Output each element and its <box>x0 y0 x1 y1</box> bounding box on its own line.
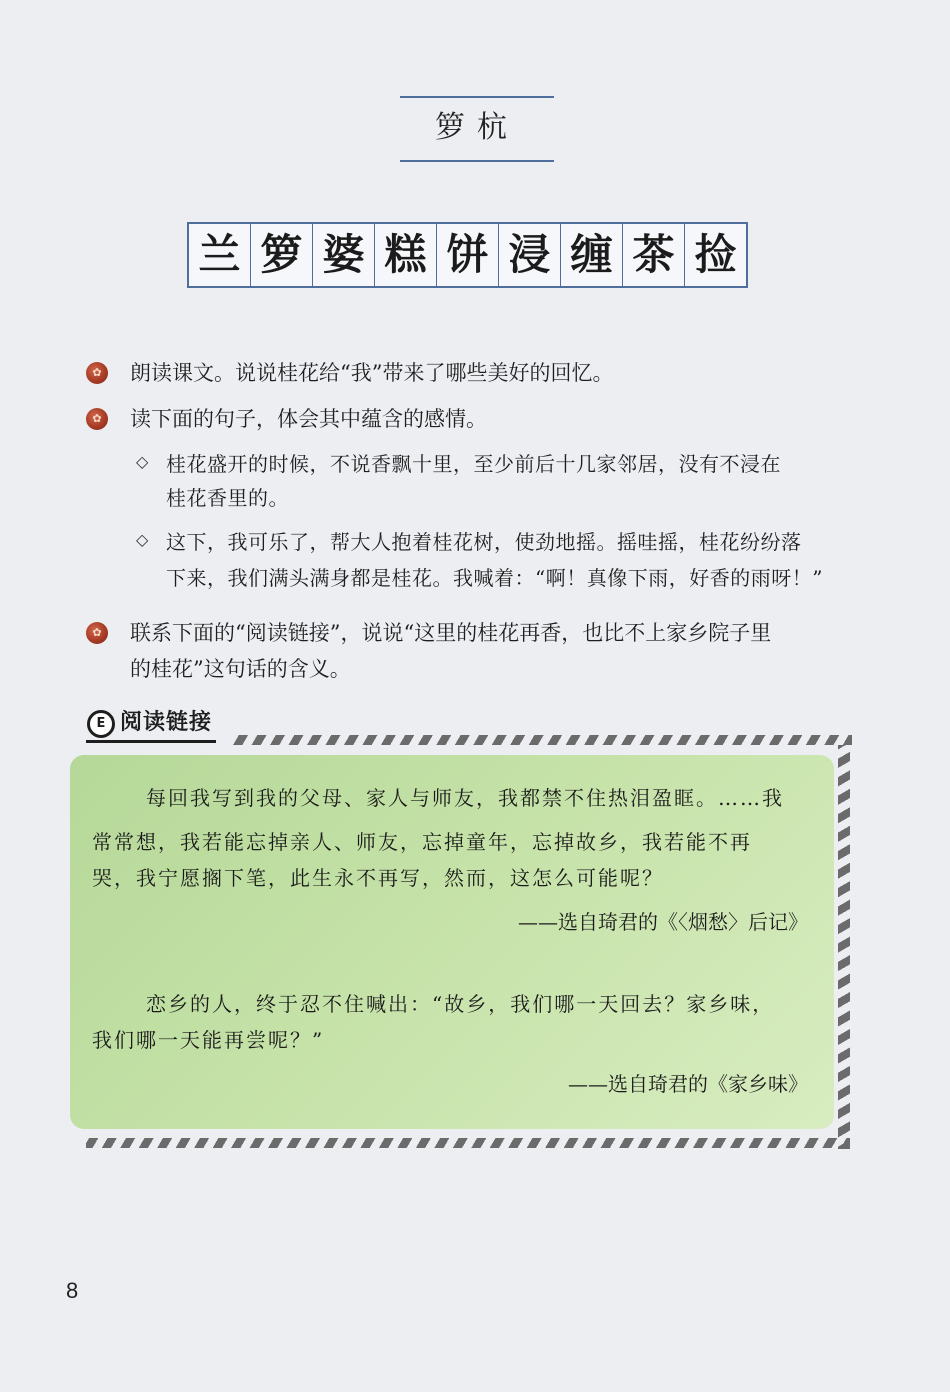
question-seal-icon: ✿ <box>86 408 108 430</box>
sentence-2-line-1: 这下，我可乐了，帮大人抱着桂花树，使劲地摇。摇哇摇，桂花纷纷落 <box>166 530 802 554</box>
header-bottom-rule <box>400 160 554 162</box>
question-2-text: 读下面的句子，体会其中蕴含的感情。 <box>130 407 487 431</box>
reading-link-underline <box>86 740 216 743</box>
dashed-border-top <box>232 735 852 745</box>
character-cell: 饼 <box>437 224 499 286</box>
sentence-1-line-1: 桂花盛开的时候，不说香飘十里，至少前后十几家邻居，没有不浸在 <box>166 452 781 476</box>
diamond-bullet-icon: ◇ <box>136 530 149 549</box>
passage-1-line-3: 哭，我宁愿搁下笔，此生永不再写，然而，这怎么可能呢？ <box>92 866 664 890</box>
character-grid <box>187 222 748 288</box>
passage-1-line-2: 常常想，我若能忘掉亲人、师友，忘掉童年，忘掉故乡，我若能不再 <box>92 830 752 854</box>
question-seal-icon: ✿ <box>86 622 108 644</box>
header-top-rule <box>400 96 554 98</box>
diamond-bullet-icon: ◇ <box>136 452 149 471</box>
sentence-2-line-2: 下来，我们满头满身都是桂花。我喊着：“啊！真像下雨，好香的雨呀！” <box>166 566 823 590</box>
character-cell: 缠 <box>561 224 623 286</box>
sentence-1-line-2: 桂花香里的。 <box>166 486 289 510</box>
reading-link-title: 阅读链接 <box>120 710 213 735</box>
passage-1-source: ——选自琦君的《〈烟愁〉后记》 <box>518 910 808 934</box>
passage-1-line-1: 每回我写到我的父母、家人与师友，我都禁不住热泪盈眶。……我 <box>146 786 784 810</box>
question-1-text: 朗读课文。说说桂花给“我”带来了哪些美好的回忆。 <box>130 361 614 385</box>
question-3-line-1: 联系下面的“阅读链接”，说说“这里的桂花再香，也比不上家乡院子里 <box>130 621 772 645</box>
question-seal-icon: ✿ <box>86 362 108 384</box>
character-cell: 浸 <box>499 224 561 286</box>
character-cell: 糕 <box>375 224 437 286</box>
reading-link-icon: E <box>87 710 115 738</box>
character-cell: 茶 <box>623 224 685 286</box>
header-word: 箩杭 <box>435 110 519 145</box>
dashed-border-bottom <box>86 1138 850 1148</box>
character-cell: 捡 <box>694 230 737 279</box>
reading-link-box <box>70 755 834 1129</box>
character-cell: 兰 <box>189 224 251 286</box>
page-number: 8 <box>66 1278 79 1303</box>
character-cell: 箩 <box>251 224 313 286</box>
dashed-border-right <box>838 745 850 1149</box>
passage-2-source: ——选自琦君的《家乡味》 <box>568 1072 808 1096</box>
passage-2-line-1: 恋乡的人，终于忍不住喊出：“故乡，我们哪一天回去？家乡味， <box>146 992 775 1016</box>
character-cell: 婆 <box>313 224 375 286</box>
question-3-line-2: 的桂花”这句话的含义。 <box>130 657 351 681</box>
passage-2-line-2: 我们哪一天能再尝呢？” <box>92 1028 325 1052</box>
